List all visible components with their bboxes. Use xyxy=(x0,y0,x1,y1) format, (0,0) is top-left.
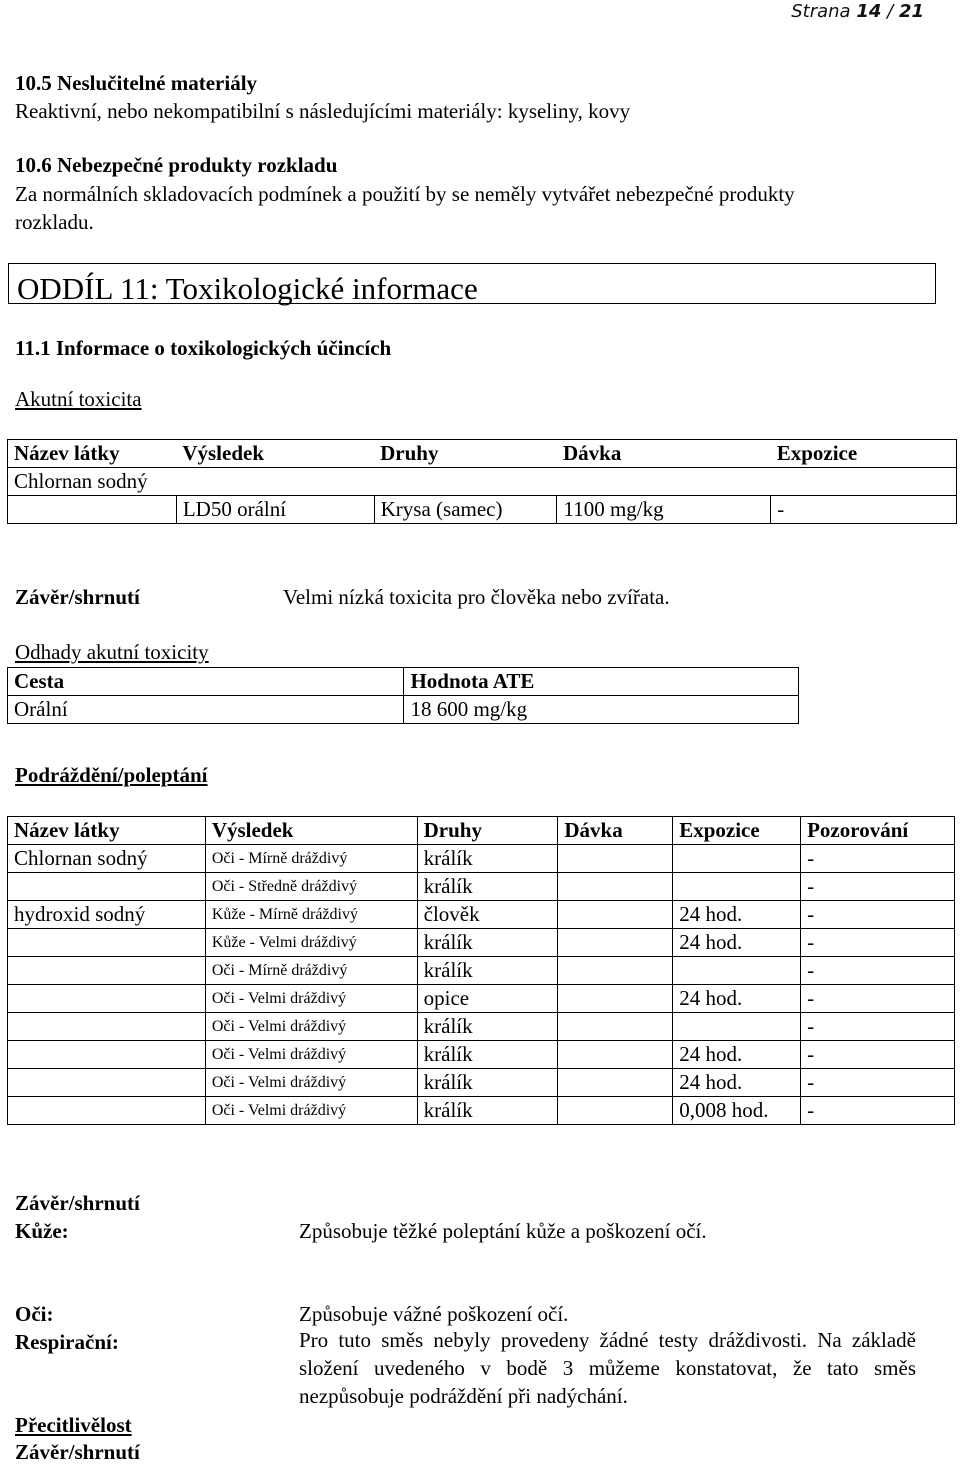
irr-col-observation: Pozorování xyxy=(801,817,955,845)
acute-col-substance: Název látky xyxy=(8,440,177,468)
table-row xyxy=(8,1013,955,1041)
acute-col-exposure: Expozice xyxy=(771,440,957,468)
irr-observation: - xyxy=(801,845,955,873)
irr-result: Oči - Velmi dráždivý xyxy=(205,1069,417,1097)
irr-dose xyxy=(558,985,673,1013)
irr-substance xyxy=(8,1069,206,1097)
irr-species: králík xyxy=(417,873,558,901)
irr-exposure: 24 hod. xyxy=(673,901,801,929)
irr-result: Kůže - Mírně dráždivý xyxy=(205,901,417,929)
irr-dose xyxy=(558,1097,673,1125)
ate-col-value: Hodnota ATE xyxy=(404,668,799,696)
irr-observation: - xyxy=(801,1013,955,1041)
irr-exposure xyxy=(673,845,801,873)
irr-observation: - xyxy=(801,901,955,929)
table-row xyxy=(8,696,799,724)
irr-dose xyxy=(558,1041,673,1069)
irr-substance xyxy=(8,873,206,901)
s10-6-line1: Za normálních skladovacích podmínek a použití by se neměly vytvářet nebezpečné produkty xyxy=(15,182,795,206)
irr-species: králík xyxy=(417,957,558,985)
irr-observation: - xyxy=(801,873,955,901)
acute-conclusion-text: Velmi nízká toxicita pro člověka nebo zvířata. xyxy=(283,585,670,609)
irr-exposure: 24 hod. xyxy=(673,1069,801,1097)
irr-result: Oči - Mírně dráždivý xyxy=(205,957,417,985)
acute-heading: Akutní toxicita xyxy=(15,387,142,411)
sensitization-conclusion-label: Závěr/shrnutí xyxy=(15,1440,140,1464)
sensitization-heading: Přecitlivělost xyxy=(15,1413,132,1437)
ate-heading: Odhady akutní toxicity xyxy=(15,640,209,664)
table-row xyxy=(8,1041,955,1069)
table-row xyxy=(8,901,955,929)
ate-header xyxy=(8,668,799,696)
section-11-box xyxy=(8,263,936,304)
irr-species: opice xyxy=(417,985,558,1013)
summary-skin-label: Kůže: xyxy=(15,1219,69,1243)
irr-substance xyxy=(8,1097,206,1125)
irr-observation: - xyxy=(801,1097,955,1125)
irr-species: králík xyxy=(417,845,558,873)
table-row xyxy=(8,957,955,985)
irr-result: Oči - Velmi dráždivý xyxy=(205,1097,417,1125)
irr-exposure: 24 hod. xyxy=(673,1041,801,1069)
irritation-table xyxy=(7,816,955,1125)
page-total: 21 xyxy=(898,1,924,22)
irr-species: králík xyxy=(417,1013,558,1041)
irr-exposure: 0,008 hod. xyxy=(673,1097,801,1125)
irr-dose xyxy=(558,929,673,957)
irr-observation: - xyxy=(801,929,955,957)
irr-substance xyxy=(8,1013,206,1041)
irr-observation: - xyxy=(801,1041,955,1069)
summary-skin-text: Způsobuje těžké poleptání kůže a poškození očí. xyxy=(299,1219,707,1243)
irritation-rows xyxy=(8,845,955,1125)
acute-col-result: Výsledek xyxy=(176,440,374,468)
acute-table-header xyxy=(8,440,957,468)
irr-result: Oči - Velmi dráždivý xyxy=(205,1013,417,1041)
irr-dose xyxy=(558,873,673,901)
irr-species: člověk xyxy=(417,901,558,929)
irr-observation: - xyxy=(801,985,955,1013)
irr-col-exposure: Expozice xyxy=(673,817,801,845)
acute-substance-row xyxy=(8,468,957,496)
irr-species: králík xyxy=(417,929,558,957)
irr-dose xyxy=(558,845,673,873)
acute-col-dose: Dávka xyxy=(557,440,771,468)
ate-table xyxy=(7,667,799,724)
summary-heading: Závěr/shrnutí xyxy=(15,1191,140,1215)
summary-eyes-label: Oči: xyxy=(15,1302,54,1326)
irr-substance: hydroxid sodný xyxy=(8,901,206,929)
table-row xyxy=(8,1097,955,1125)
irr-result: Oči - Mírně dráždivý xyxy=(205,845,417,873)
table-row xyxy=(8,873,955,901)
acute-conclusion-label: Závěr/shrnutí xyxy=(15,585,140,609)
table-row xyxy=(8,496,957,524)
irr-result: Kůže - Velmi dráždivý xyxy=(205,929,417,957)
irr-species: králík xyxy=(417,1069,558,1097)
page-separator: / xyxy=(887,1,894,22)
irr-exposure: 24 hod. xyxy=(673,985,801,1013)
irr-species: králík xyxy=(417,1097,558,1125)
irr-species: králík xyxy=(417,1041,558,1069)
irr-col-species: Druhy xyxy=(417,817,558,845)
irr-exposure: 24 hod. xyxy=(673,929,801,957)
irr-dose xyxy=(558,1069,673,1097)
irr-exposure xyxy=(673,1013,801,1041)
irr-exposure xyxy=(673,873,801,901)
summary-resp-label: Respirační: xyxy=(15,1330,119,1354)
s10-6-heading: 10.6 Nebezpečné produkty rozkladu xyxy=(15,153,338,177)
page-number xyxy=(791,3,924,21)
irr-observation: - xyxy=(801,1069,955,1097)
s10-5-text: Reaktivní, nebo nekompatibilní s následujícími materiály: kyseliny, kovy xyxy=(15,99,631,123)
page-prefix: Strana xyxy=(791,1,851,22)
s11-1-heading: 11.1 Informace o toxikologických účincích xyxy=(15,336,392,360)
acute-result: LD50 orální xyxy=(176,496,374,524)
acute-dose: 1100 mg/kg xyxy=(557,496,771,524)
irr-exposure xyxy=(673,957,801,985)
ate-value: 18 600 mg/kg xyxy=(404,696,799,724)
irr-substance xyxy=(8,985,206,1013)
irr-result: Oči - Středně dráždivý xyxy=(205,873,417,901)
irr-col-dose: Dávka xyxy=(558,817,673,845)
irr-dose xyxy=(558,957,673,985)
irritation-table-header xyxy=(8,817,955,845)
table-row xyxy=(8,985,955,1013)
irr-substance xyxy=(8,957,206,985)
section-11-title: ODDÍL 11: Toxikologické informace xyxy=(17,271,478,306)
irr-dose xyxy=(558,901,673,929)
s10-5-heading: 10.5 Neslučitelné materiály xyxy=(15,71,258,95)
acute-exposure: - xyxy=(771,496,957,524)
irr-substance xyxy=(8,1041,206,1069)
irr-col-substance: Název látky xyxy=(8,817,206,845)
table-row xyxy=(8,845,955,873)
acute-col-species: Druhy xyxy=(374,440,557,468)
ate-col-route: Cesta xyxy=(8,668,404,696)
acute-table xyxy=(7,439,957,524)
irr-result: Oči - Velmi dráždivý xyxy=(205,985,417,1013)
ate-route: Orální xyxy=(8,696,404,724)
irr-result: Oči - Velmi dráždivý xyxy=(205,1041,417,1069)
irritation-heading: Podráždění/poleptání xyxy=(15,763,208,787)
s10-6-line2: rozkladu. xyxy=(15,210,94,234)
summary-eyes-text: Způsobuje vážné poškození očí. xyxy=(299,1302,569,1326)
irr-substance: Chlornan sodný xyxy=(8,845,206,873)
acute-empty-cell xyxy=(8,496,177,524)
acute-substance: Chlornan sodný xyxy=(8,468,957,496)
acute-species: Krysa (samec) xyxy=(374,496,557,524)
table-row xyxy=(8,929,955,957)
page-current: 14 xyxy=(856,1,882,22)
irr-substance xyxy=(8,929,206,957)
irr-col-result: Výsledek xyxy=(205,817,417,845)
table-row xyxy=(8,1069,955,1097)
irr-dose xyxy=(558,1013,673,1041)
summary-resp-text: Pro tuto směs nebyly provedeny žádné testy dráždivosti. Na základě složení uvedeného v bodě 3 můžeme konstatovat, že tato směs nezpůsobuje podráždění při nadýchání. xyxy=(299,1328,916,1408)
irr-observation: - xyxy=(801,957,955,985)
